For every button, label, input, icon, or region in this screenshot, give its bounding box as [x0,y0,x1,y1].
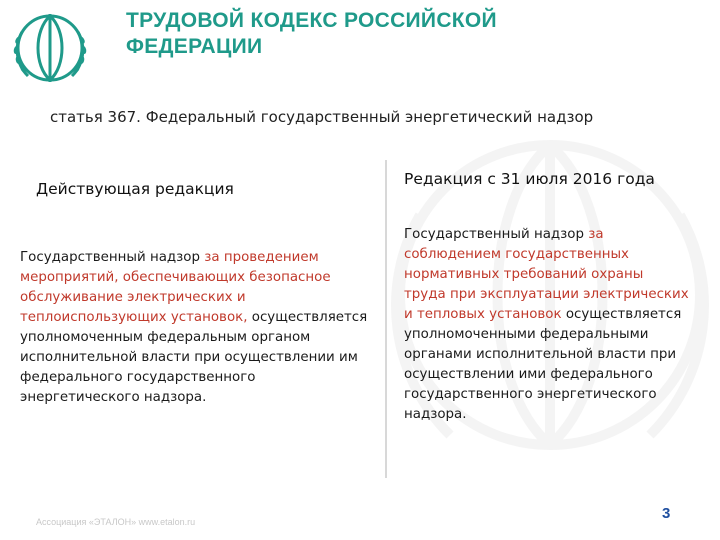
current-text-highlight: за проведением мероприятий, обеспечивающих безопасное обслуживание электрических и теплоиспользующих установок, [20,250,331,325]
new-text-suffix: осуществляется уполномоченными федеральными органами исполнительной власти при осуществлении ими федерального государственного энергетического надзора. [404,307,682,422]
current-text-prefix: Государственный надзор [20,250,205,265]
title-line-1: ТРУДОВОЙ КОДЕКС РОССИЙСКОЙ [126,9,497,32]
article-title: статья 367. Федеральный государственный энергетический надзор [50,108,594,126]
title-line-2: ФЕДЕРАЦИИ [126,35,263,58]
current-edition-text [20,248,370,408]
current-edition-heading: Действующая редакция [36,180,234,198]
new-edition-text [404,225,689,425]
page-number: 3 [662,505,671,522]
current-text-suffix: осуществляется уполномоченным федеральным органом исполнительной власти при осуществлении им федерального государственного энергетического надзора. [20,310,368,405]
association-globe-logo-icon [8,6,92,90]
page-title [126,8,686,60]
new-text-prefix: Государственный надзор [404,227,589,242]
new-text-highlight: за соблюдением государственных нормативных требований охраны труда при эксплуатации электрических и тепловых установок [404,227,689,322]
column-divider [385,160,387,478]
footer-text: Ассоциация «ЭТАЛОН» www.etalon.ru [36,517,196,527]
new-edition-heading: Редакция с 31 июля 2016 года [404,170,655,188]
